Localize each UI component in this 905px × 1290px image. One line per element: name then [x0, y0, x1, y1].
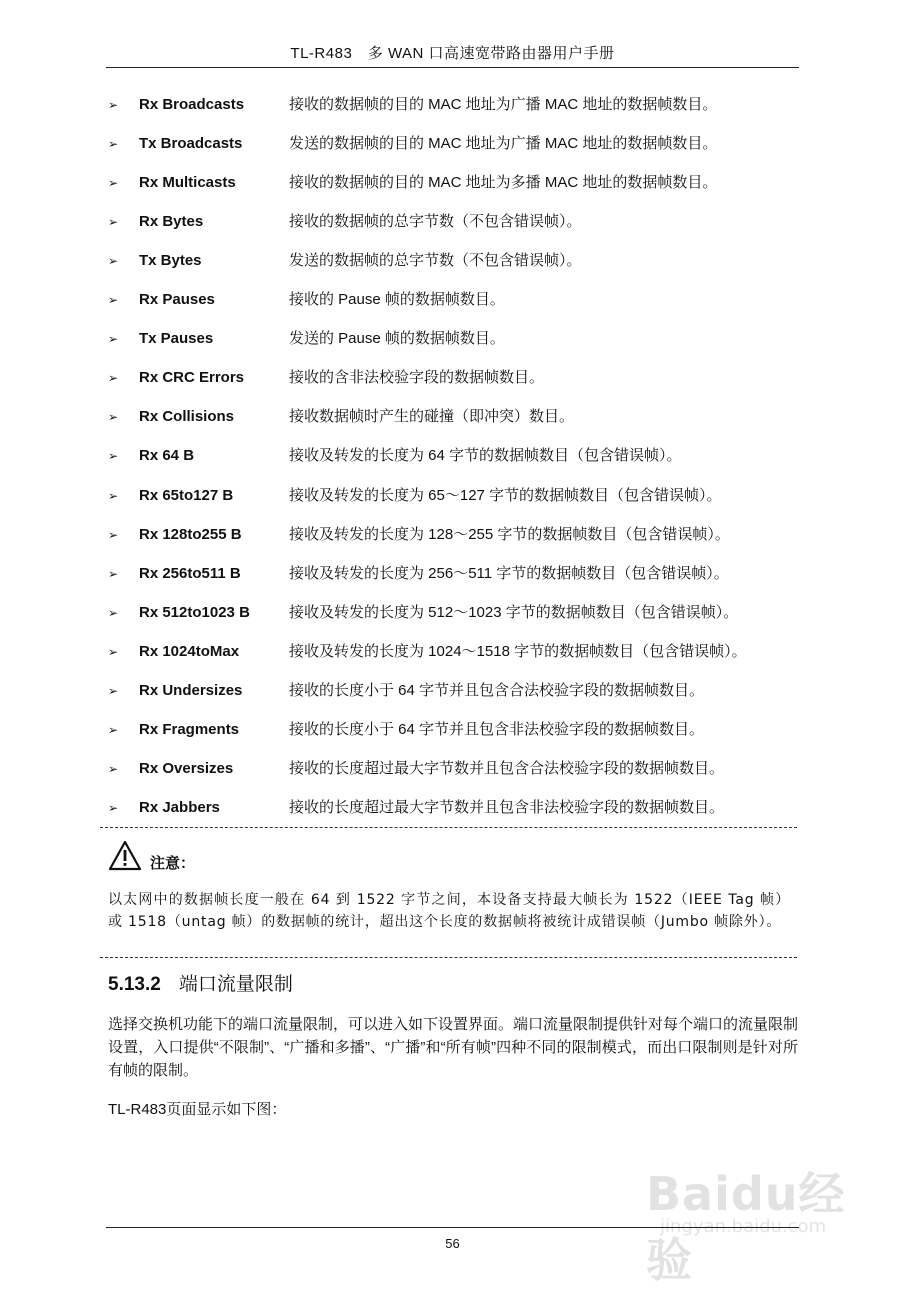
term-description: 接收的 Pause 帧的数据帧数目。 [289, 291, 505, 309]
bullet-arrow-icon: ➢ [108, 566, 119, 581]
term-row [0, 640, 905, 664]
section-number: 5.13.2 [108, 974, 161, 995]
term-label: Rx CRC Errors [139, 369, 245, 387]
bullet-arrow-icon: ➢ [108, 410, 119, 425]
term-label: Rx Broadcasts [139, 96, 245, 113]
note-label: 注意： [150, 855, 196, 872]
term-row [0, 132, 905, 156]
note-text: 以太网中的数据帧长度一般在 64 到 1522 字节之间，本设备支持最大帧长为 1522（IEEE Tag 帧）或 1518（untag 帧）的数据帧的统计，超出这个长度的数据帧将被统计成错误帧（Jumbo 帧除外）。 [108, 892, 790, 930]
term-label: Rx 65to127 B [139, 486, 234, 504]
page-header-title: TL-R483 多 WAN 口高速宽带路由器用户手册 [290, 45, 615, 62]
page-number: 56 [445, 1236, 460, 1251]
note-bottom-rule [100, 957, 797, 958]
bullet-arrow-icon: ➢ [108, 488, 119, 503]
term-row [0, 366, 905, 390]
term-description: 接收的数据帧的目的 MAC 地址为多播 MAC 地址的数据帧数目。 [289, 174, 718, 192]
term-row [0, 444, 905, 468]
term-row [0, 523, 905, 547]
bullet-arrow-icon: ➢ [108, 800, 119, 815]
term-description: 接收的含非法校验字段的数据帧数目。 [289, 369, 545, 387]
warning-icon [108, 840, 142, 872]
term-row [0, 327, 905, 351]
term-description: 接收的数据帧的总字节数（不包含错误帧）。 [289, 213, 582, 231]
term-label: Rx 256to511 B [139, 564, 241, 582]
note-header [108, 840, 308, 874]
bullet-arrow-icon: ➢ [108, 527, 119, 542]
term-label: Tx Bytes [139, 252, 202, 270]
bullet-arrow-icon: ➢ [108, 683, 119, 698]
term-label: Rx Bytes [139, 213, 204, 231]
bullet-arrow-icon: ➢ [108, 215, 119, 230]
term-description: 接收的长度小于 64 字节并且包含合法校验字段的数据帧数目。 [289, 681, 705, 699]
term-row [0, 288, 905, 312]
bullet-arrow-icon: ➢ [108, 605, 119, 620]
term-label: Tx Pauses [139, 330, 214, 348]
term-label: Rx Collisions [139, 408, 235, 426]
section-paragraph-2: TL-R483页面显示如下图： [108, 1101, 287, 1118]
term-description: 接收及转发的长度为 64 字节的数据帧数目（包含错误帧）。 [289, 447, 682, 465]
bullet-arrow-icon: ➢ [108, 137, 119, 152]
term-description: 接收的长度小于 64 字节并且包含非法校验字段的数据帧数目。 [289, 720, 705, 738]
term-label: Rx 128to255 B [139, 525, 242, 543]
term-label: Rx Fragments [139, 720, 240, 738]
note-top-rule [100, 827, 797, 828]
term-row [0, 679, 905, 703]
term-label: Rx 512to1023 B [139, 603, 250, 621]
bullet-arrow-icon: ➢ [108, 371, 119, 386]
bullet-arrow-icon: ➢ [108, 332, 119, 347]
term-description: 发送的数据帧的总字节数（不包含错误帧）。 [289, 252, 582, 270]
term-description: 接收的长度超过最大字节数并且包含合法校验字段的数据帧数目。 [289, 759, 725, 777]
watermark-url: jingyan.baidu.com [660, 1216, 827, 1237]
term-label: Rx 64 B [139, 447, 195, 465]
bullet-arrow-icon: ➢ [108, 761, 119, 776]
section-heading [108, 969, 293, 996]
term-label: Rx Undersizes [139, 681, 243, 699]
term-label: Tx Broadcasts [139, 135, 243, 153]
footer-rule [106, 1227, 799, 1228]
term-description: 发送的 Pause 帧的数据帧数目。 [289, 330, 505, 348]
term-description: 接收及转发的长度为 65～127 字节的数据帧数目（包含错误帧）。 [289, 486, 722, 504]
bullet-arrow-icon: ➢ [108, 98, 119, 112]
term-description: 接收的数据帧的目的 MAC 地址为广播 MAC 地址的数据帧数目。 [289, 96, 718, 113]
term-row [0, 405, 905, 429]
term-row [0, 249, 905, 273]
term-row [0, 93, 905, 117]
term-row [0, 718, 905, 742]
term-label: Rx Pauses [139, 291, 215, 309]
term-row [0, 562, 905, 586]
term-description: 接收的长度超过最大字节数并且包含非法校验字段的数据帧数目。 [289, 798, 725, 816]
term-label: Rx Oversizes [139, 759, 234, 777]
term-row [0, 484, 905, 508]
bullet-arrow-icon: ➢ [108, 449, 119, 464]
bullet-arrow-icon: ➢ [108, 176, 119, 191]
bullet-arrow-icon: ➢ [108, 293, 119, 308]
bullet-arrow-icon: ➢ [108, 644, 119, 659]
term-description: 接收及转发的长度为 128～255 字节的数据帧数目（包含错误帧）。 [289, 525, 730, 543]
term-description: 接收及转发的长度为 1024～1518 字节的数据帧数目（包含错误帧）。 [289, 642, 747, 660]
term-row [0, 171, 905, 195]
term-row [0, 757, 905, 781]
term-label: Rx Multicasts [139, 174, 236, 192]
watermark-logo: Baidu经验 [646, 1167, 846, 1287]
baidu-watermark [640, 1140, 860, 1287]
term-description: 接收及转发的长度为 256～511 字节的数据帧数目（包含错误帧）。 [289, 564, 729, 582]
term-label: Rx Jabbers [139, 798, 220, 816]
term-description: 接收及转发的长度为 512～1023 字节的数据帧数目（包含错误帧）。 [289, 603, 739, 621]
section-paragraph: 选择交换机功能下的端口流量限制，可以进入如下设置界面。端口流量限制提供针对每个端口的流量限制设置，入口提供“不限制”、“广播和多播”、“广播”和“所有帧”四种不同的限制模式，而出口限制则是针对所有帧的限制。 [108, 1016, 799, 1079]
section-title: 端口流量限制 [178, 974, 293, 995]
term-row [0, 210, 905, 234]
bullet-arrow-icon: ➢ [108, 254, 119, 269]
term-label: Rx 1024toMax [139, 642, 240, 660]
term-row [0, 796, 905, 820]
term-description: 发送的数据帧的目的 MAC 地址为广播 MAC 地址的数据帧数目。 [289, 135, 718, 153]
term-row [0, 601, 905, 625]
bullet-arrow-icon: ➢ [108, 722, 119, 737]
term-description: 接收数据帧时产生的碰撞（即冲突）数目。 [289, 408, 575, 426]
header-rule [106, 67, 799, 68]
